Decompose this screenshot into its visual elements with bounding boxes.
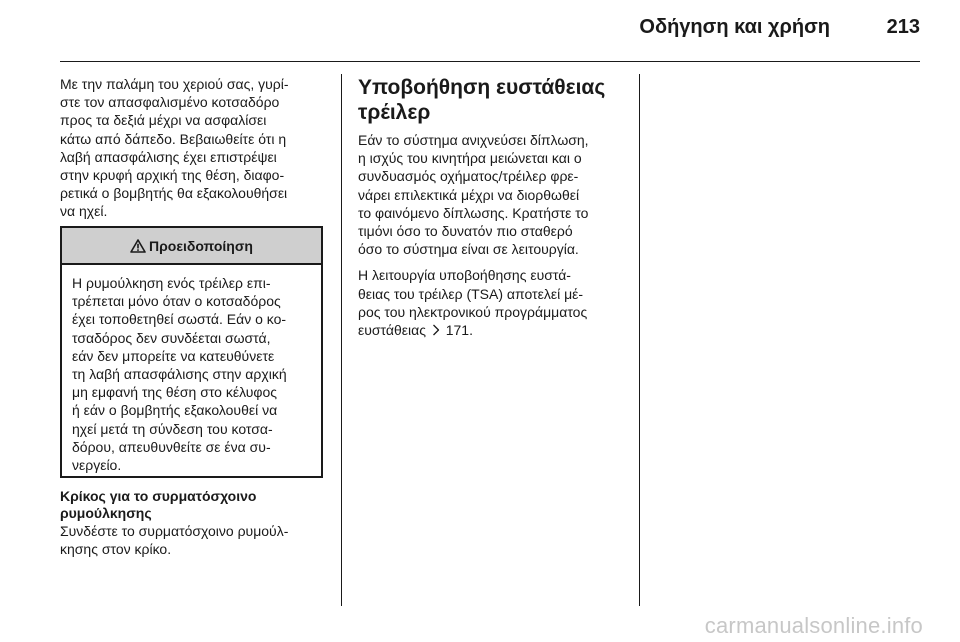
text-line-with-reference (358, 321, 630, 339)
heading-line: τρέιλερ (358, 101, 431, 124)
text-line: ρετικά ο βομβητής θα εξακολουθήσει (60, 185, 288, 202)
text-line: Εάν το σύστημα ανιχνεύσει δίπλωση, (358, 132, 589, 148)
text-line: θειας του τρέιλερ (TSA) αποτελεί μέ- (358, 285, 584, 302)
page-number: 213 (886, 16, 920, 38)
paragraph-1 (358, 131, 630, 258)
text-line: κάτω από δάπεδο. Βεβαιωθείτε ότι η (60, 130, 287, 147)
text-line: μη εμφανή της θέση στο κέλυφος (72, 384, 278, 401)
text-line: να ηχεί. (60, 203, 108, 220)
text-line: ή εάν ο βομβητής εξακολουθεί να (72, 402, 278, 419)
text-line: Με την παλάμη του χεριού σας, γυρί- (60, 76, 289, 92)
paragraph-2 (358, 266, 630, 339)
text-line: Συνδέστε το συρματόσχοινο ρυμούλ- (60, 523, 289, 539)
page-reference-arrow-icon (432, 324, 440, 336)
text-line: η ισχύς του κινητήρα μειώνεται και ο (358, 150, 582, 167)
warning-box (60, 226, 323, 478)
text-line: εάν δεν μπορείτε να κατευθύνετε (72, 347, 275, 364)
text-line: τρέπεται μόνο όταν ο κοτσαδόρος (72, 293, 281, 310)
towing-eye-heading (60, 488, 330, 522)
column-divider-left (341, 74, 342, 606)
text-line: όσο το σύστημα είναι σε λειτουργία. (358, 241, 579, 258)
text-line: στε τον απασφαλισμένο κοτσαδόρο (60, 94, 280, 111)
text-line: Η ρυμούλκηση ενός τρέιλερ επι- (72, 275, 271, 291)
towing-eye-body (60, 522, 330, 558)
intro-paragraph (60, 75, 330, 221)
text-line: Η λειτουργία υποβοήθησης ευστά- (358, 267, 571, 284)
text-line: τη λαβή απασφάλισης στην αρχική (72, 366, 287, 383)
watermark: carmanualsonline.info (704, 613, 923, 638)
text-line: το φαινόμενο δίπλωσης. Κρατήστε το (358, 204, 589, 221)
text-line: τιμόνι όσο το δυνατόν πιο σταθερό (358, 223, 573, 240)
warning-header (62, 228, 321, 265)
heading-line: Κρίκος για το συρματόσχοινο (60, 488, 257, 504)
text-line: δόρου, απευθυνθείτε σε ένα συ- (72, 438, 271, 455)
warning-title: Προειδοποίηση (149, 237, 253, 254)
heading-line: Υποβοήθηση ευστάθειας (358, 76, 606, 99)
text-line: στην κρυφή αρχική της θέση, διαφο- (60, 167, 285, 184)
text-line: κησης στον κρίκο. (60, 541, 172, 558)
text-line: ηχεί μετά τη σύνδεση του κοτσα- (72, 420, 273, 437)
warning-triangle-icon (130, 239, 146, 253)
column-divider-right (639, 74, 640, 606)
trailer-stability-section (358, 75, 630, 339)
running-header-title: Οδήγηση και χρήση (639, 16, 830, 38)
text-line: νεργείο. (72, 457, 122, 474)
section-heading (358, 75, 630, 125)
reference-lead-text: ευστάθειας (358, 322, 426, 339)
towing-eye-section (60, 488, 330, 558)
text-line: έχει τοποθετηθεί σωστά. Εάν ο κο- (72, 311, 287, 328)
warning-body (62, 265, 321, 474)
text-line: συνδυασμός οχήματος/τρέιλερ φρε- (358, 168, 579, 185)
heading-line: ρυμούλκησης (60, 505, 152, 521)
text-line: προς τα δεξιά μέχρι να ασφαλίσει (60, 112, 267, 129)
header-rule (60, 61, 920, 62)
reference-page-link[interactable]: 171. (445, 322, 473, 339)
text-line: τσαδόρος δεν συνδέεται σωστά, (72, 329, 271, 346)
text-line: νάρει επιλεκτικά μέχρι να διορθωθεί (358, 186, 580, 203)
text-line: λαβή απασφάλισης έχει επιστρέψει (60, 148, 277, 165)
text-line: ρος του ηλεκτρονικού προγράμματος (358, 303, 588, 320)
